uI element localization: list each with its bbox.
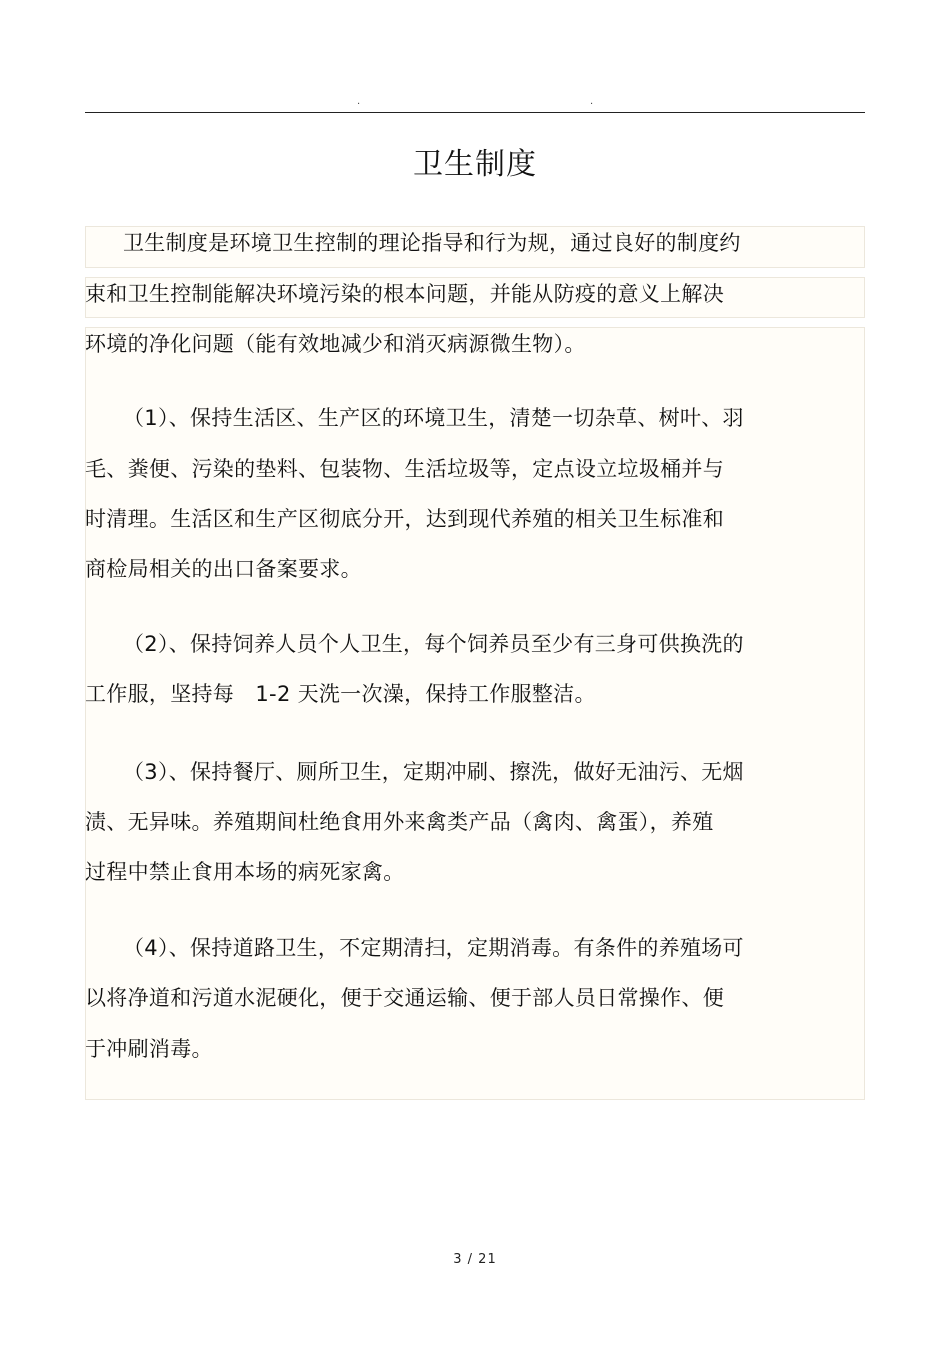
intro-line: 环境的净化问题（能有效地减少和消灭病源微生物）。 xyxy=(85,332,586,356)
page-number: 3 / 21 xyxy=(453,1252,497,1267)
item-2-line: 工作服，坚持每 1-2 天洗一次澡，保持工作服整洁。 xyxy=(85,682,596,706)
item-1-line: 时清理。生活区和生产区彻底分开，达到现代养殖的相关卫生标准和 xyxy=(85,507,724,531)
header-rule xyxy=(85,112,865,113)
header-dot-right: . xyxy=(590,96,594,107)
item-3-line: 过程中禁止食用本场的病死家禽。 xyxy=(85,860,405,884)
page-title: 卫生制度 xyxy=(413,147,537,182)
item-4-line: （4）、保持道路卫生，不定期清扫，定期消毒。有条件的养殖场可 xyxy=(123,936,744,960)
item-3-line: 渍、无异味。养殖期间杜绝食用外来禽类产品（禽肉、禽蛋），养殖 xyxy=(85,810,714,834)
item-4-line: 于冲刷消毒。 xyxy=(85,1037,213,1061)
item-1-line: （1）、保持生活区、生产区的环境卫生，清楚一切杂草、树叶、羽 xyxy=(123,406,744,430)
item-4-line: 以将净道和污道水泥硬化，便于交通运输、便于部人员日常操作、便 xyxy=(85,986,724,1010)
header-dot-left: . xyxy=(357,96,361,107)
item-1-line: 商检局相关的出口备案要求。 xyxy=(85,557,362,581)
item-3-line: （3）、保持餐厅、厕所卫生，定期冲刷、擦洗，做好无油污、无烟 xyxy=(123,760,744,784)
item-2-line: （2）、保持饲养人员个人卫生，每个饲养员至少有三身可供换洗的 xyxy=(123,632,744,656)
intro-line: 卫生制度是环境卫生控制的理论指导和行为规，通过良好的制度约 xyxy=(123,231,741,255)
item-1-line: 毛、粪便、污染的垫料、包装物、生活垃圾等，定点设立垃圾桶并与 xyxy=(85,457,724,481)
intro-line: 束和卫生控制能解决环境污染的根本问题，并能从防疫的意义上解决 xyxy=(85,282,724,306)
